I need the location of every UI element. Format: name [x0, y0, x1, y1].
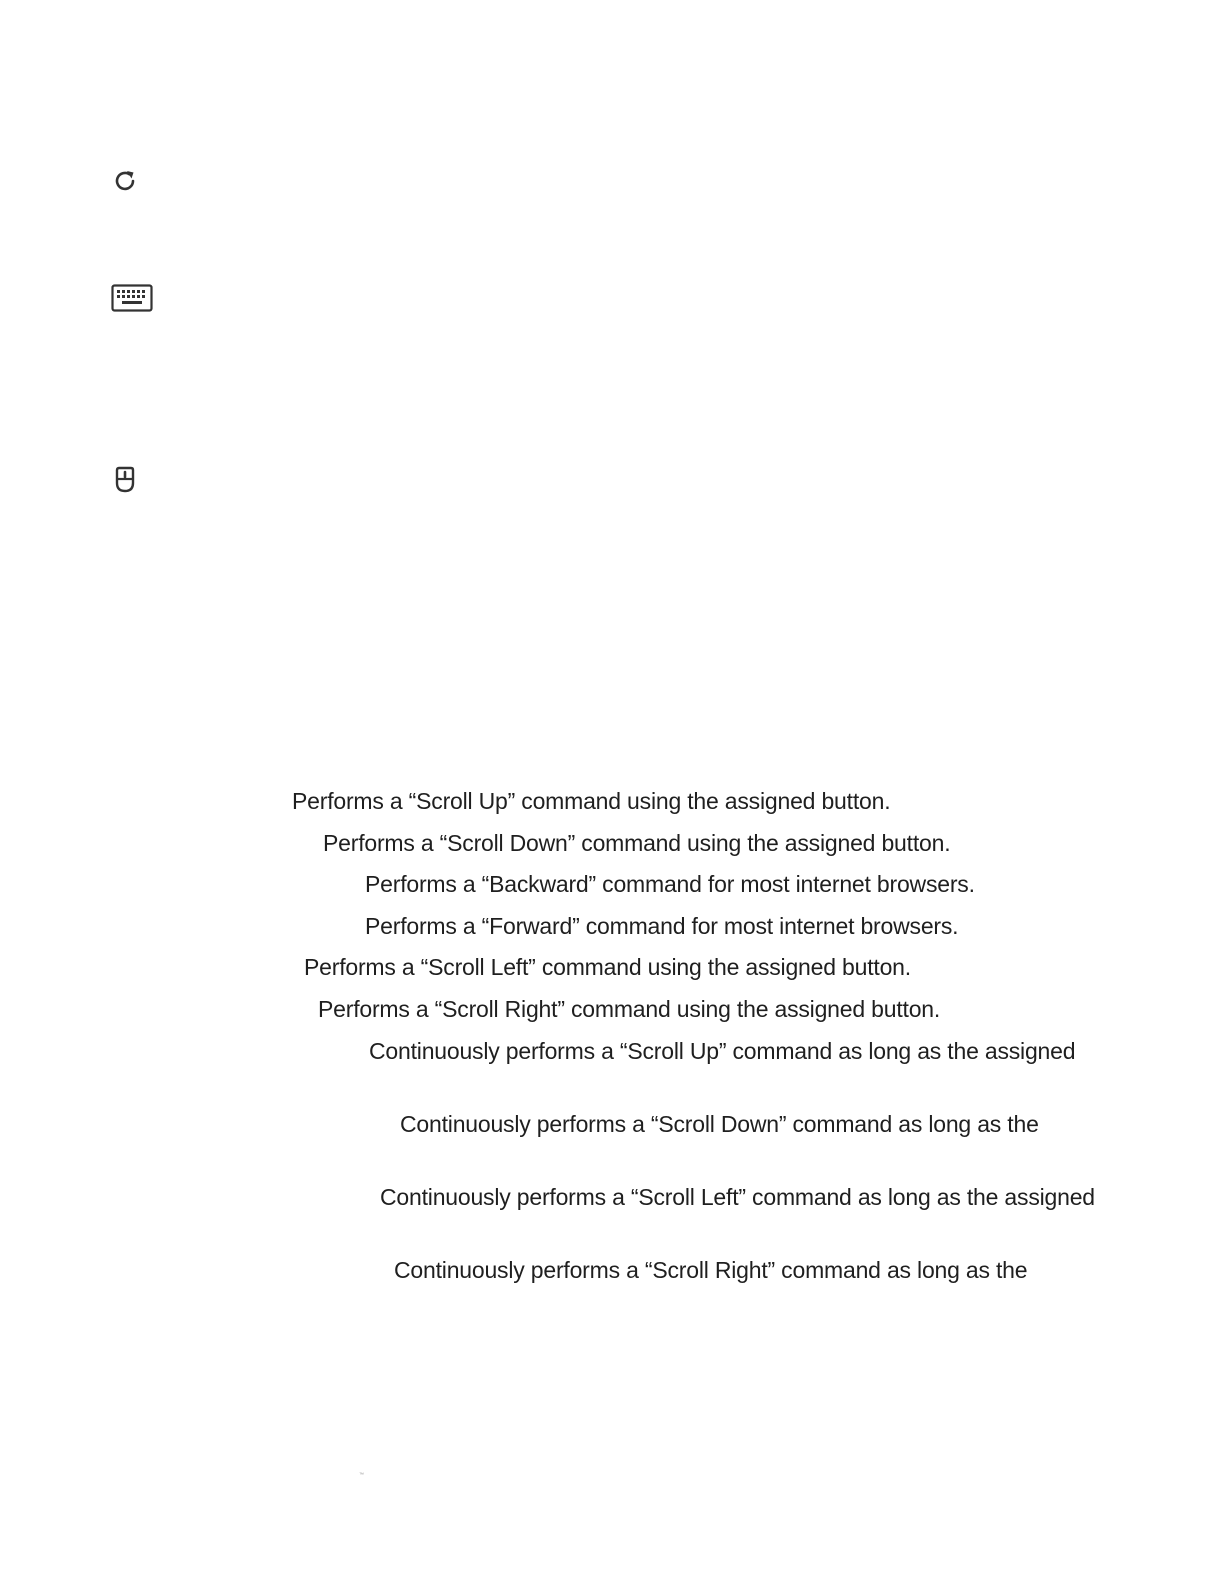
refresh-icon [112, 168, 138, 194]
scroll-up-description: Performs a “Scroll Up” command using the assigned button. [292, 788, 891, 814]
repeat-scroll-left-description: Continuously performs a “Scroll Left” command as long as the assigned [380, 1184, 1095, 1210]
repeat-scroll-down-description: Continuously performs a “Scroll Down” command as long as the [400, 1111, 1039, 1137]
trademark-mark: ™ [359, 1472, 364, 1478]
forward-description: Performs a “Forward” command for most internet browsers. [365, 913, 959, 939]
scroll-left-description: Performs a “Scroll Left” command using the assigned button. [304, 954, 911, 980]
repeat-scroll-right-description: Continuously performs a “Scroll Right” command as long as the [394, 1257, 1028, 1283]
keyboard-icon [111, 284, 153, 312]
scroll-right-description: Performs a “Scroll Right” command using the assigned button. [318, 996, 941, 1022]
backward-description: Performs a “Backward” command for most internet browsers. [365, 871, 975, 897]
repeat-scroll-up-description: Continuously performs a “Scroll Up” command as long as the assigned [369, 1038, 1076, 1064]
mouse-icon [113, 466, 137, 494]
scroll-down-description: Performs a “Scroll Down” command using the assigned button. [323, 830, 951, 856]
